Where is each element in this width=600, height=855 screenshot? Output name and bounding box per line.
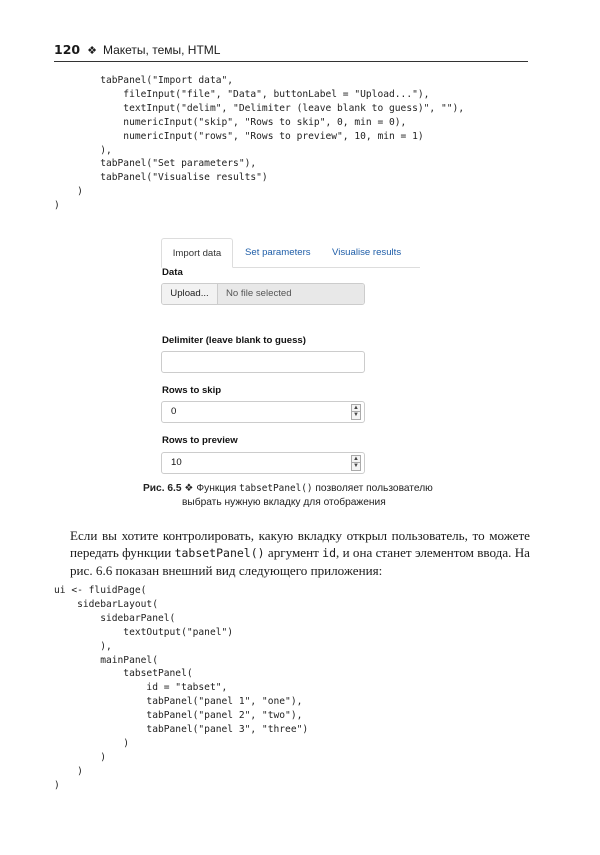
chapter-title: Макеты, темы, HTML (102, 43, 221, 57)
caption-line-2: выбрать нужную вкладку для отображения (182, 497, 386, 508)
page-number: 120 (54, 42, 81, 57)
page-header (54, 42, 528, 62)
caption-label: Рис. 6.5 (143, 483, 182, 494)
para-text-1: Если вы хотите контролировать, какую вкладку открыл пользователь, то можете передать функции (70, 528, 530, 560)
rows-to-preview-spinner[interactable] (351, 455, 361, 471)
rows-to-preview-input[interactable] (161, 452, 365, 474)
code-listing-bottom: ui <- fluidPage( sidebarLayout( sidebarPanel( textOutput("panel") ), mainPanel( tabsetPanel( id = "tabset", tabPanel("panel 1", "one"), tabPanel("panel 2", "two"), tabPanel("panel 3", "three") ) ) ) ) (54, 585, 309, 791)
spin-down-icon[interactable]: ▼ (353, 412, 359, 418)
spin-up-icon[interactable]: ▲ (353, 456, 359, 462)
code-listing-top: tabPanel("Import data", fileInput("file", "Data", buttonLabel = "Upload..."), textInput("delim", "Delimiter (leave blank to guess)", ""), numericInput("skip", "Rows to skip", 0, min = 0), numericInput("rows", "Rows to preview", 10, min = 1) ), tabPanel("Set parameters"), tabPanel("Visualise results") ) ) (54, 75, 465, 212)
rows-to-skip-input[interactable] (161, 401, 365, 423)
tab-import-data[interactable]: Import data (161, 238, 233, 268)
file-input-label: Data (162, 267, 183, 278)
figure-caption (143, 482, 463, 510)
header-rule (54, 61, 528, 62)
rows-to-preview-label: Rows to preview (162, 435, 238, 446)
spin-up-icon[interactable]: ▲ (353, 405, 359, 411)
tab-bar (161, 238, 420, 268)
diamond-separator-icon: ❖ (87, 44, 97, 57)
rows-to-skip-value: 0 (171, 406, 177, 417)
rows-to-skip-spinner[interactable] (351, 404, 361, 420)
upload-button[interactable]: Upload... (162, 284, 218, 304)
tab-set-parameters[interactable]: Set parameters (245, 247, 311, 258)
para-text-3: , и она станет элементом ввода. На рис. 6.6 показан внешний вид следующего приложения: (70, 545, 530, 578)
diamond-separator-icon: ❖ (184, 483, 194, 494)
rows-to-preview-value: 10 (171, 457, 182, 468)
delimiter-input[interactable] (161, 351, 365, 373)
body-paragraph (54, 527, 530, 579)
spin-down-icon[interactable]: ▼ (353, 463, 359, 469)
file-status-text: No file selected (218, 284, 364, 304)
figure-tabset-screenshot (161, 238, 420, 478)
para-text-2: аргумент (264, 545, 323, 560)
file-input[interactable] (161, 283, 365, 305)
tab-visualise-results[interactable]: Visualise results (332, 247, 402, 258)
para-code-1: tabsetPanel() (174, 546, 265, 560)
para-code-2: id (322, 546, 336, 560)
caption-text-after: позволяет пользователю (312, 483, 433, 494)
delimiter-label: Delimiter (leave blank to guess) (162, 335, 306, 346)
rows-to-skip-label: Rows to skip (162, 385, 222, 396)
caption-line-1 (143, 482, 463, 496)
caption-text-before: Функция (196, 483, 240, 494)
caption-code: tabsetPanel() (239, 483, 313, 494)
